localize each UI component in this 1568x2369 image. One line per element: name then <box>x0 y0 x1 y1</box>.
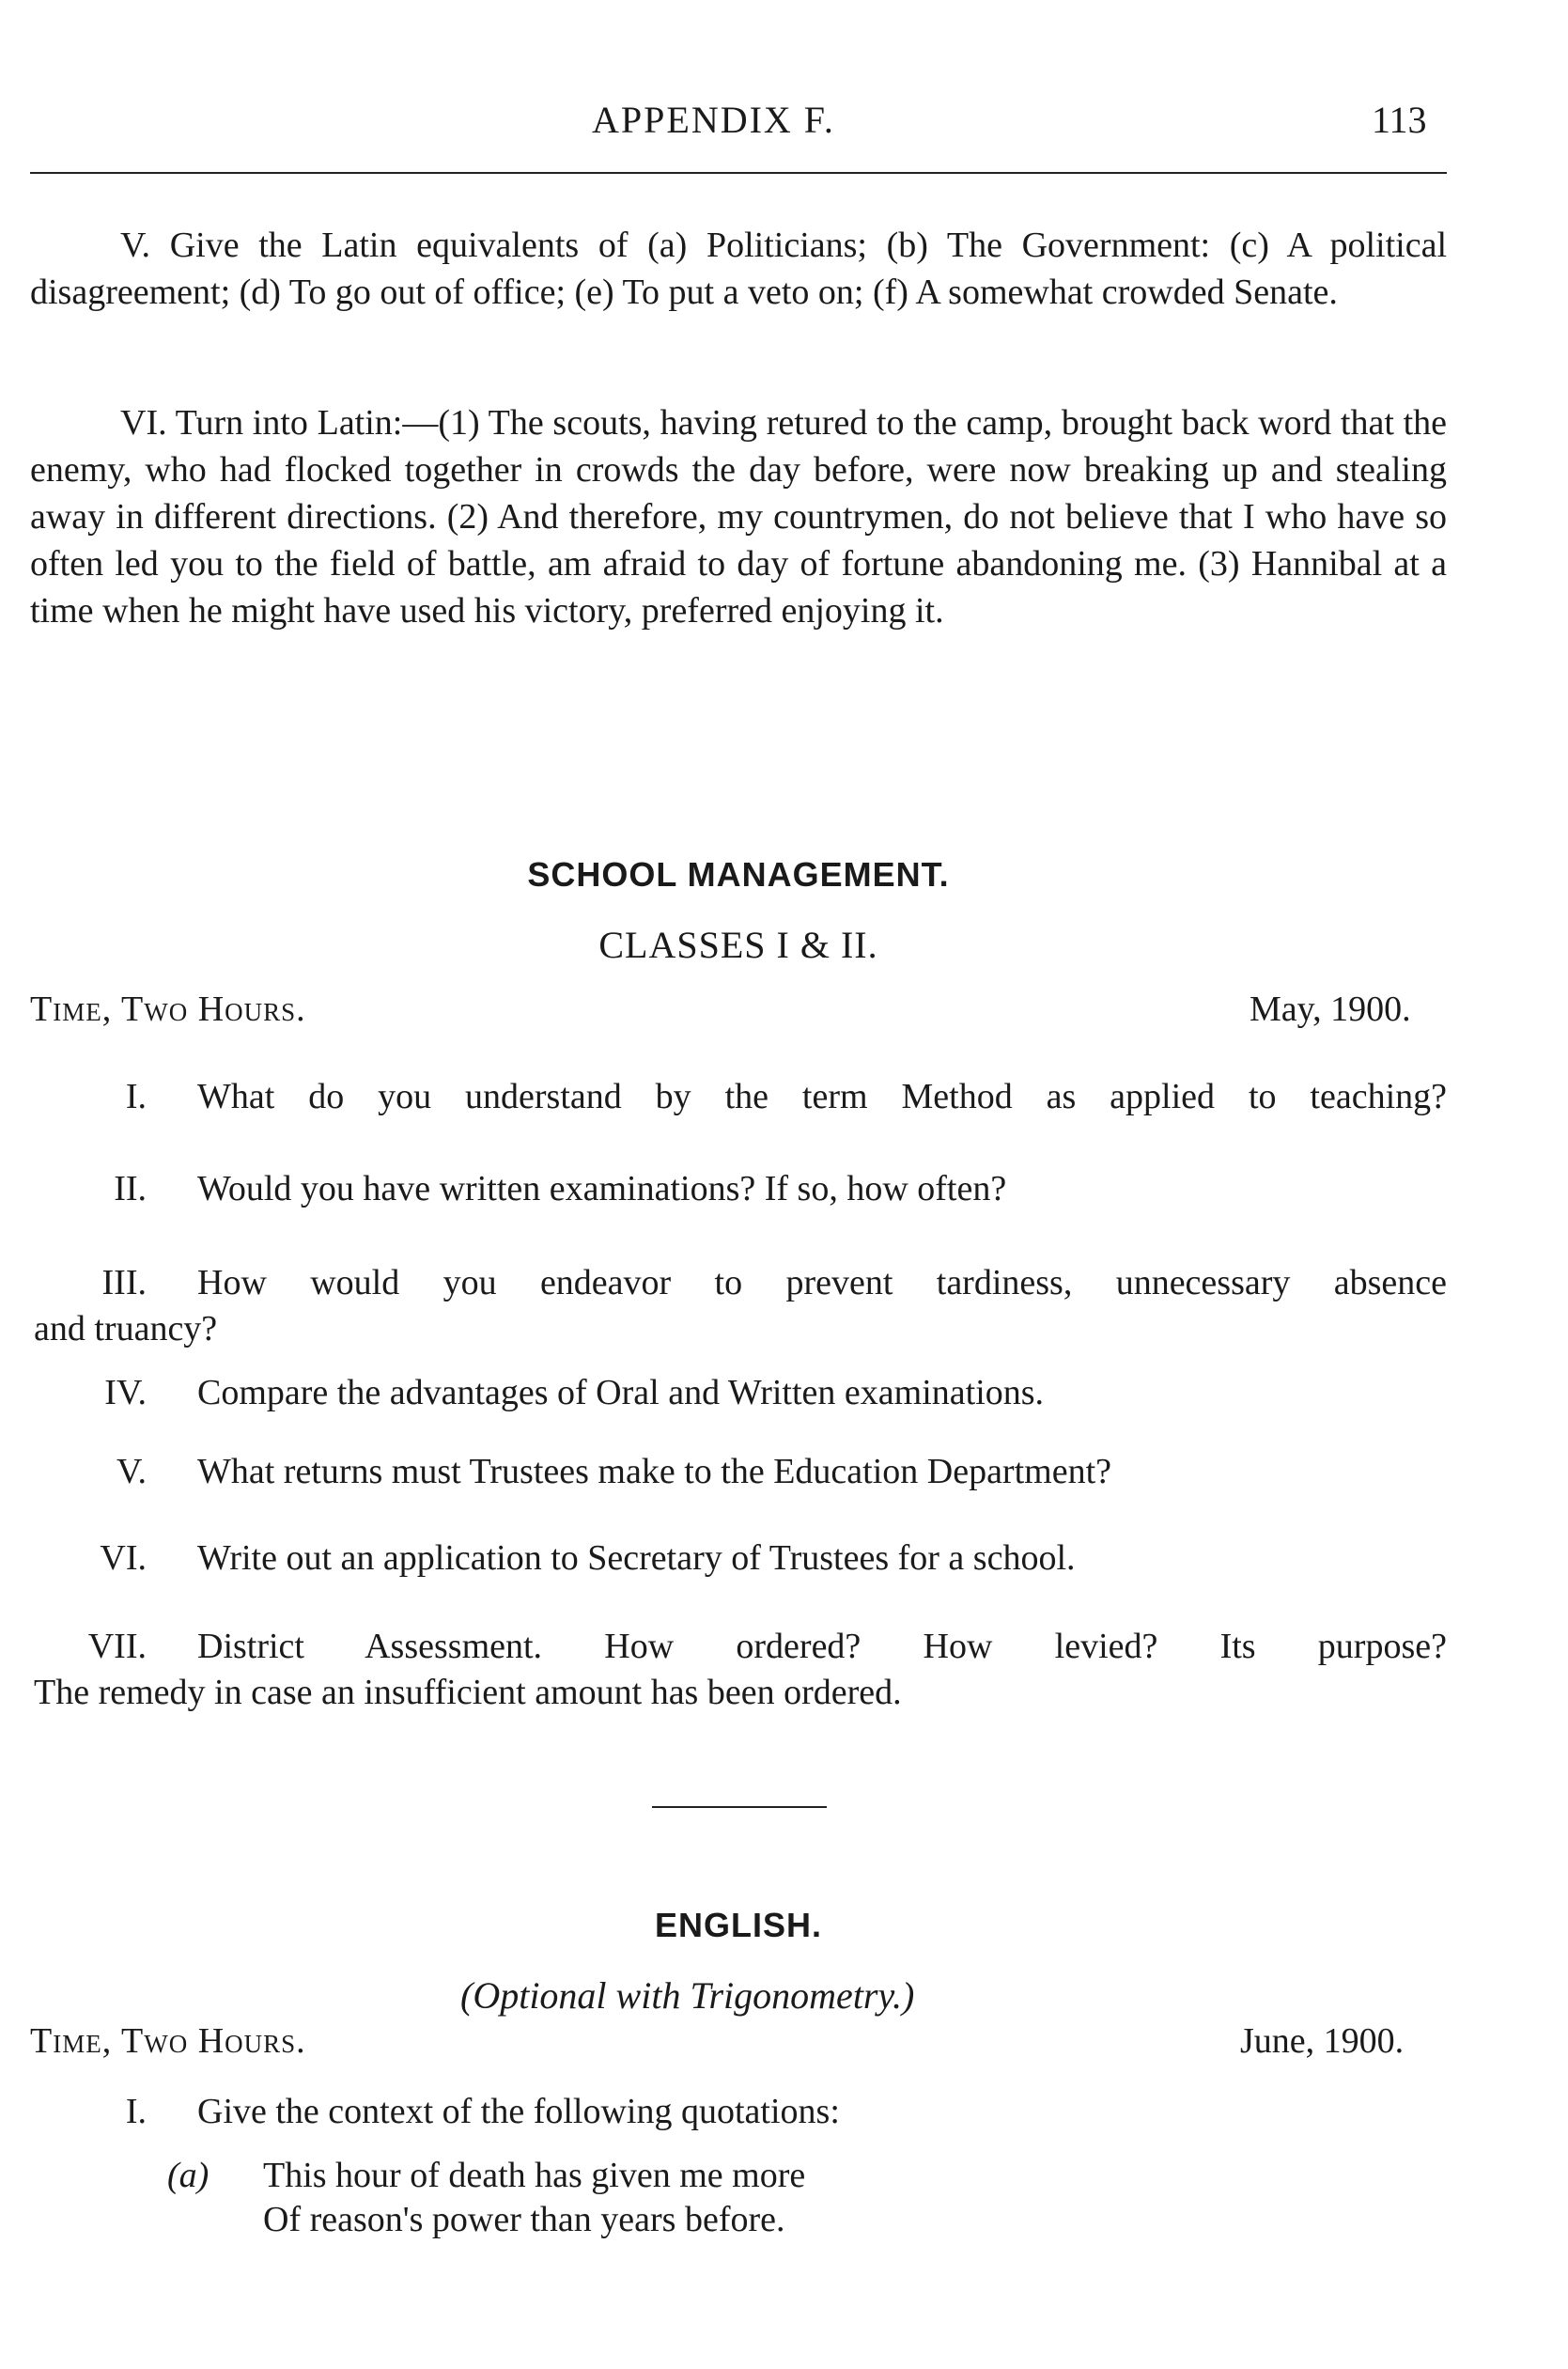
school-management-subtitle: CLASSES I & II. <box>598 924 878 966</box>
quotation-line: This hour of death has given me more <box>263 2156 806 2195</box>
question-number: I. <box>125 2092 147 2131</box>
latin-question-vi: VI. Turn into Latin:—(1) The scouts, having retured to the camp, brought back word that the enemy, who had flocked together in crowds the day before, were now breaking up and stealing away in different directions. (2) And therefore, my countrymen, do not believe that I who have so often led you to the field of battle, am afraid to day of fortune abandoning me. (3) Hannibal at a time when he might have used his victory, preferred enjoying it. <box>30 403 1447 631</box>
school-management-time: Time, Two Hours. <box>30 990 306 1029</box>
english-date: June, 1900. <box>1240 2021 1405 2061</box>
question-text-continuation: and truancy? <box>34 1309 218 1348</box>
question-text: What do you understand by the term Method as applied to teaching? <box>197 1077 1447 1116</box>
question-number: III. <box>101 1263 147 1302</box>
question-text: How would you endeavor to prevent tardiness, unnecessary absence <box>197 1263 1447 1302</box>
quotation-label: (a) <box>167 2156 210 2195</box>
page-number: 113 <box>1372 99 1427 141</box>
question-text: Write out an application to Secretary of Trustees for a school. <box>197 1538 1076 1578</box>
question-number: VI. <box>100 1538 147 1578</box>
school-management-title: SCHOOL MANAGEMENT. <box>527 855 950 894</box>
question-number: V. <box>116 1452 147 1491</box>
question-text: District Assessment. How ordered? How levied? Its purpose? <box>197 1627 1447 1666</box>
header-rule <box>30 172 1447 174</box>
question-text: What returns must Trustees make to the Education Department? <box>197 1452 1111 1491</box>
question-number: II. <box>114 1169 147 1208</box>
school-management-date: May, 1900. <box>1250 990 1411 1029</box>
question-text-continuation: The remedy in case an insufficient amount has been ordered. <box>34 1673 902 1712</box>
english-subtitle: (Optional with Trigonometry.) <box>460 1974 915 2017</box>
question-number: VII. <box>87 1627 147 1666</box>
question-text: Compare the advantages of Oral and Written examinations. <box>197 1373 1045 1412</box>
english-title: ENGLISH. <box>654 1906 822 1944</box>
running-header-title: APPENDIX F. <box>592 99 835 141</box>
question-number: IV. <box>104 1373 147 1412</box>
section-divider <box>652 1806 827 1808</box>
question-text: Would you have written examinations? If so, how often? <box>197 1169 1007 1208</box>
english-time: Time, Two Hours. <box>30 2021 306 2061</box>
latin-question-v: V. Give the Latin equivalents of (a) Politicians; (b) The Government: (c) A political disagreement; (d) To go out of office; (e) To put a veto on; (f) A somewhat crowded Senate. <box>30 226 1447 312</box>
question-text: Give the context of the following quotations: <box>197 2092 840 2131</box>
quotation-line: Of reason's power than years before. <box>263 2200 785 2239</box>
question-number: I. <box>125 1077 147 1116</box>
